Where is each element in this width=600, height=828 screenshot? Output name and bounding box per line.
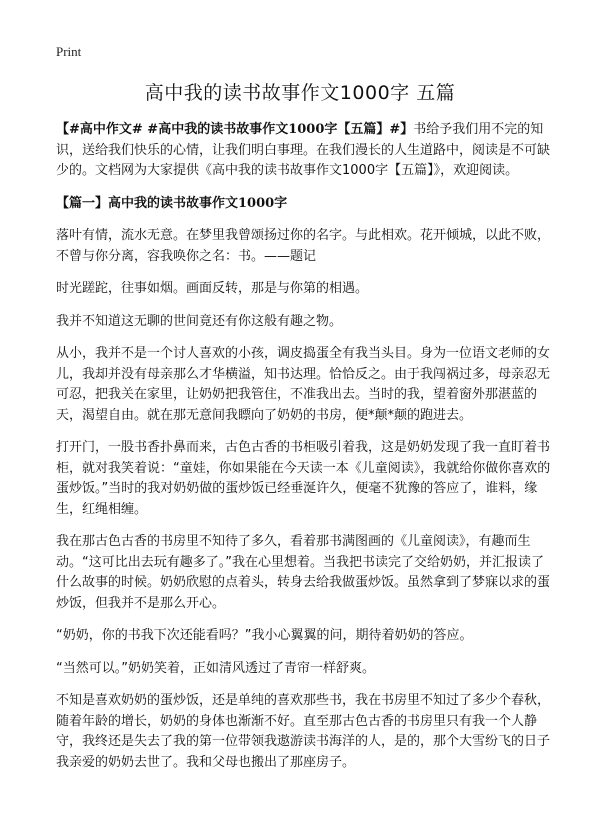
paragraph-childhood: 从小，我并不是一个讨人喜欢的小孩，调皮捣蛋全有我当头目。身为一位语文老师的女儿，我却并没有母亲那么才华横溢，知书达理。恰恰反之。由于我闯祸过多，母亲忍无可忍，把我关在家里，让奶奶把我管住，不准我出去。当时的我，望着窗外那湛蓝的天，渴望自由。就在那无意间我瞟向了奶奶的书房，便*颠*颠的跑进去。 xyxy=(56,346,551,423)
intro-text: 书给予我们用不完的知识，送给我们快乐的心情，让我们明白事理。在我们漫长的人生道路中，阅读是不可缺少的。文档网为大家提供《高中我的读书故事作文1000字【五篇】》，欢迎阅读。 xyxy=(56,122,551,178)
section-heading: 【篇一】高中我的读书故事作文1000字 xyxy=(56,195,288,211)
article-body xyxy=(56,120,554,785)
paragraph-farewell: 不知是喜欢奶奶的蛋炒饭，还是单纯的喜欢那些书，我在书房里不知过了多少个春秋，随着年龄的增长，奶奶的身体也渐渐不好。直至那古色古香的书房里只有我一个人静守，我终还是失去了我的第一位带领我遨游读书海洋的人，是的，那个大雪纷飞的日子我亲爱的奶奶去世了。我和父母也搬出了那座房子。 xyxy=(56,693,551,770)
intro-paragraph xyxy=(56,120,554,182)
paragraph-answer: “当然可以。”奶奶笑着，正如清风透过了青帘一样舒爽。 xyxy=(56,660,375,676)
paragraph-study-room: 我在那古色古香的书房里不知待了多久，看着那书满图画的《儿童阅读》，有趣而生动。“这可比出去玩有趣多了。”我在心里想着。当我把书读完了交给奶奶，并汇报读了什么故事的时候。奶奶欣慰的点着头，转身去给我做蛋炒饭。虽然拿到了梦寐以求的蛋炒饭，但我并不是那么开心。 xyxy=(56,534,551,611)
paragraph-question: “奶奶，你的书我下次还能看吗？”我小心翼翼的问，期待着奶奶的答应。 xyxy=(56,628,473,643)
paragraph-interesting-thing: 我并不知道这无聊的世间竟还有你这般有趣之物。 xyxy=(56,313,343,329)
paragraph-open-door: 打开门，一股书香扑鼻而来，古色古香的书柜吸引着我，这是奶奶发现了我一直盯着书柜，就对我笑着说：“童娃，你如果能在今天读一本《儿童阅读》，我就给你做你喜欢的蛋炒饭。”当时的我对奶奶做的蛋炒饭已经垂涎许久，便毫不犹豫的答应了，谁料，缘生，红绳相缠。 xyxy=(56,440,551,517)
page-title: 高中我的读书故事作文1000字 五篇 xyxy=(144,82,456,104)
paragraph-epigraph: 落叶有情，流水无意。在梦里我曾颂扬过你的名字。与此相欢。花开倾城，以此不败，不曾与你分离，容我唤你之名：书。——题记 xyxy=(56,228,551,264)
intro-tag: 【#高中作文# #高中我的读书故事作文1000字【五篇】#】 xyxy=(56,122,414,137)
paragraph-first-meeting: 时光蹉跎，往事如烟。画面反转，那是与你第的相遇。 xyxy=(56,281,369,296)
print-link[interactable]: Print xyxy=(56,44,82,59)
